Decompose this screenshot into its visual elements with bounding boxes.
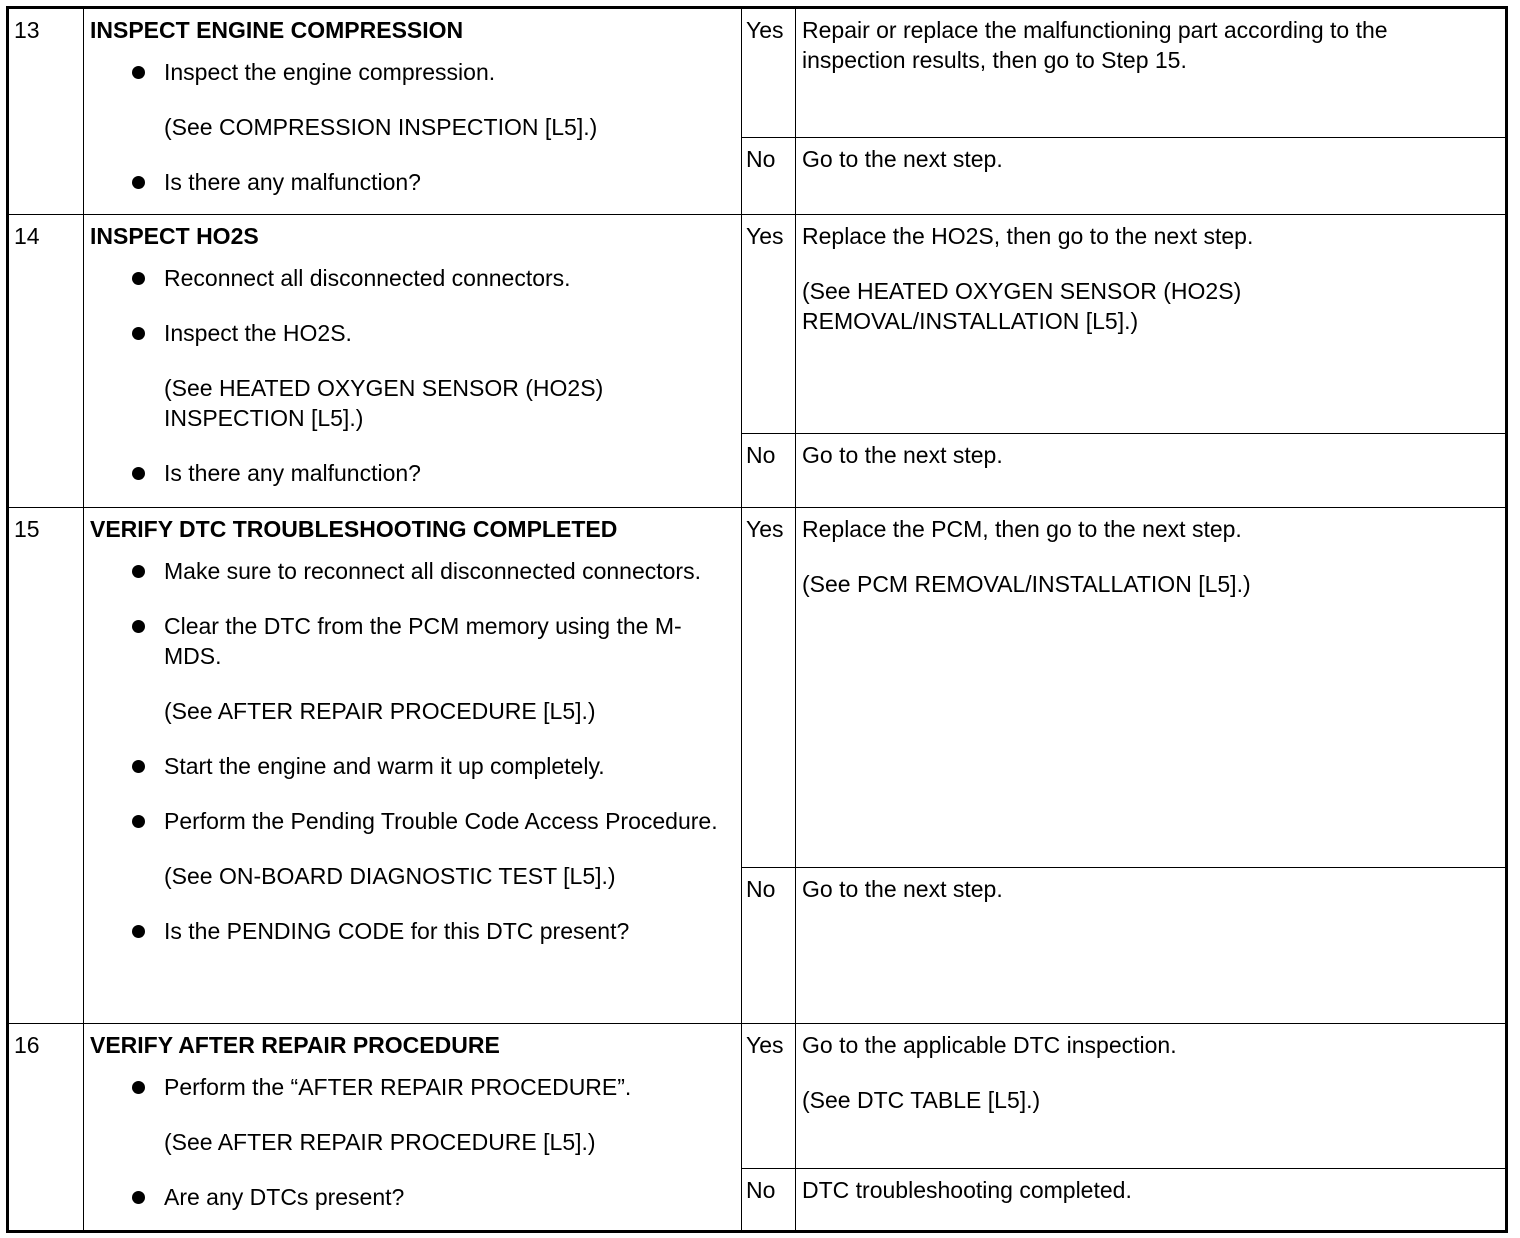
step-item-list: [90, 263, 735, 488]
step-question: Is the PENDING CODE for this DTC present?: [164, 916, 735, 946]
step-title: VERIFY AFTER REPAIR PROCEDURE: [90, 1032, 500, 1058]
step-item: Inspect the engine compression.: [164, 57, 735, 87]
step-item-list: [90, 556, 735, 946]
step-item: Make sure to reconnect all disconnected connectors.: [164, 556, 735, 586]
no-label: No: [742, 138, 796, 215]
step-action-cell: [84, 8, 742, 215]
yes-result: [796, 508, 1507, 868]
no-result: [796, 138, 1507, 215]
step-number: 16: [8, 1024, 84, 1232]
result-text: DTC troubleshooting completed.: [802, 1177, 1132, 1203]
yes-label: Yes: [742, 215, 796, 434]
step-title: INSPECT HO2S: [90, 223, 259, 249]
step-reference: (See ON-BOARD DIAGNOSTIC TEST [L5].): [164, 863, 616, 889]
step-question: Are any DTCs present?: [164, 1182, 735, 1212]
step-item: Perform the Pending Trouble Code Access Procedure.: [164, 806, 735, 836]
no-result: [796, 1169, 1507, 1232]
step-question: Is there any malfunction?: [164, 167, 735, 197]
result-text: Go to the next step.: [802, 876, 1003, 902]
step-item: Start the engine and warm it up completely.: [164, 751, 735, 781]
step-item: Perform the “AFTER REPAIR PROCEDURE”.: [164, 1072, 735, 1102]
result-text: Go to the next step.: [802, 146, 1003, 172]
step-reference: (See AFTER REPAIR PROCEDURE [L5].): [164, 1129, 596, 1155]
no-label: No: [742, 868, 796, 1024]
step-item: Reconnect all disconnected connectors.: [164, 263, 735, 293]
yes-result: [796, 1024, 1507, 1169]
step-15-yes-row: [8, 508, 1507, 868]
no-result: [796, 868, 1507, 1024]
step-13-yes-row: [8, 8, 1507, 138]
step-14-yes-row: [8, 215, 1507, 434]
yes-label: Yes: [742, 508, 796, 868]
step-action-cell: [84, 215, 742, 508]
step-item-list: [90, 57, 735, 197]
result-reference: (See DTC TABLE [L5].): [802, 1087, 1041, 1113]
step-action-cell: [84, 508, 742, 1024]
yes-label: Yes: [742, 1024, 796, 1169]
step-item: Inspect the HO2S.: [164, 318, 735, 348]
step-number: 15: [8, 508, 84, 1024]
yes-label: Yes: [742, 8, 796, 138]
no-label: No: [742, 1169, 796, 1232]
step-reference: (See HEATED OXYGEN SENSOR (HO2S) INSPECTION [L5].): [164, 375, 604, 431]
result-reference: (See HEATED OXYGEN SENSOR (HO2S) REMOVAL/INSTALLATION [L5].): [802, 278, 1242, 334]
result-text: Replace the PCM, then go to the next step.: [802, 516, 1242, 542]
step-16-yes-row: [8, 1024, 1507, 1169]
step-number: 13: [8, 8, 84, 215]
step-reference: (See COMPRESSION INSPECTION [L5].): [164, 114, 598, 140]
result-text: Replace the HO2S, then go to the next step.: [802, 223, 1254, 249]
step-action-cell: [84, 1024, 742, 1232]
result-reference: (See PCM REMOVAL/INSTALLATION [L5].): [802, 571, 1251, 597]
result-text: Go to the applicable DTC inspection.: [802, 1032, 1177, 1058]
step-reference: (See AFTER REPAIR PROCEDURE [L5].): [164, 698, 596, 724]
no-result: [796, 434, 1507, 508]
result-text: Go to the next step.: [802, 442, 1003, 468]
step-item: Clear the DTC from the PCM memory using the M-MDS.: [164, 611, 735, 671]
yes-result: [796, 215, 1507, 434]
step-item-list: [90, 1072, 735, 1212]
no-label: No: [742, 434, 796, 508]
yes-result: [796, 8, 1507, 138]
step-title: VERIFY DTC TROUBLESHOOTING COMPLETED: [90, 516, 618, 542]
step-number: 14: [8, 215, 84, 508]
step-title: INSPECT ENGINE COMPRESSION: [90, 17, 464, 43]
diagnostic-procedure-table: [6, 6, 1508, 1233]
step-question: Is there any malfunction?: [164, 458, 735, 488]
result-text: Repair or replace the malfunctioning part according to the inspection results, then go to Step 15.: [802, 17, 1388, 73]
